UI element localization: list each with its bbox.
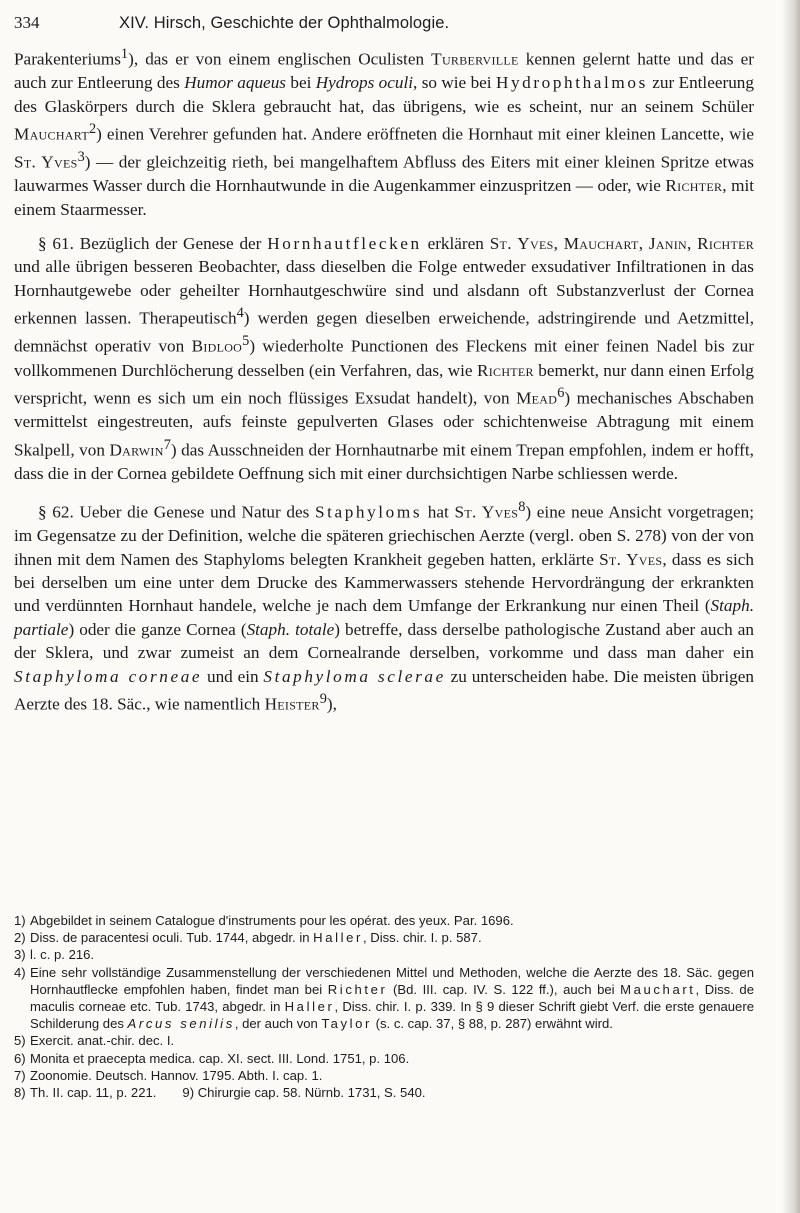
text-span: erklären (421, 234, 490, 254)
text-span: kennen gelernt hatte und das er auch zur Entleerung des (14, 49, 754, 93)
footnote-text: , Diss. de maculis corneae etc. Tub. 1743, abgedr. in (30, 981, 754, 1015)
spaced-term: Hydrophthalmos (495, 73, 648, 93)
text-span: , (638, 234, 649, 254)
latin-term: Hydrops oculi (315, 73, 414, 93)
text-span: , so wie bei (413, 73, 496, 93)
text-span: , (553, 234, 564, 254)
text-span: , dass es sich bei derselben um eine unter dem Drucke des Kammerwassers stehende Hervordrängung der erkrankten und verdünnten Hornhaut handele, welche je nach dem Umfange der Erkrankung nur einen Theil ( (14, 549, 754, 616)
latin-term: Staphyloma corneae (14, 666, 203, 686)
text-span: ), das er von einem englischen Oculisten (128, 49, 432, 69)
footnote-6 (14, 1050, 754, 1067)
latin-term: Staph. partiale (14, 596, 754, 639)
text-span: , (687, 234, 698, 254)
person-name: Taylor (321, 1016, 372, 1032)
footnote-ref: 3 (77, 149, 85, 166)
footnote-1 (14, 912, 754, 929)
text-span: ) das Ausschneiden der Hornhautnarbe mit einem Trepan empfohlen, indem er hofft, dass die in der Cornea gebildete Oeffnung sich mit einer durchsichtigen Narbe schliessen werde. (14, 440, 754, 483)
footnote-number: 3) (14, 947, 26, 963)
main-text (14, 43, 754, 716)
text-span: § 61. Bezüglich der Genese der (38, 234, 268, 254)
text-span: bei (285, 73, 316, 93)
person-name: Mead (516, 388, 558, 408)
spaced-term: Hornhautflecken (267, 234, 422, 254)
footnote-number: 1) (14, 913, 26, 928)
footnote-text: Eine sehr vollständige Zusammenstellung der verschiedenen Mittel und Methoden, welche die Aerzte des 18. Säc. gegen Hornhautflecke empfohlen haben, findet man bei (30, 964, 754, 997)
person-name: Richter (327, 981, 388, 997)
footnote-7 (14, 1067, 754, 1084)
person-name: Mauchart (14, 124, 89, 144)
footnote-8-and-9 (14, 1084, 754, 1101)
footnote-number: 5) (14, 1033, 26, 1049)
footnote-number: 9) (182, 1085, 195, 1101)
footnote-ref: 8 (518, 499, 526, 516)
footnote-text: (Bd. III. cap. IV. S. 122 ff.), auch bei (387, 981, 621, 997)
person-name: St. Yves (14, 152, 78, 172)
text-span: ), (326, 694, 337, 714)
text-span: ) einen Verehrer gefunden hat. Andere eröffneten die Hornhaut mit einer kleinen Lancette, wie (96, 124, 754, 144)
paragraph-section-61 (14, 232, 754, 485)
footnote-text: , der auch von (234, 1016, 322, 1032)
footnote-ref: 9 (319, 691, 327, 708)
person-name: Darwin (109, 440, 164, 460)
footnote-ref: 5 (242, 333, 250, 350)
paragraph-1 (14, 43, 754, 221)
footnote-5 (14, 1032, 754, 1049)
person-name: Turberville (431, 49, 519, 69)
text-span: ) oder die ganze Cornea ( (68, 619, 247, 639)
footnote-text: , Diss. chir. I. p. 339. In § 9 dieser Schrift giebt Verf. die erste genauere Schilderung des (30, 999, 754, 1032)
page-edge-shadow (782, 0, 800, 1213)
text-span: und alle übrigen besseren Beobachter, dass dieselben die Folge entweder exsudativer Infiltrationen in das Hornhautgewebe oder geheilter Hornhautgeschwüre sind und alsdann oft Substanzverlust der Cornea erkennen lassen. Therapeutisch (14, 257, 754, 328)
page-number: 334 (14, 13, 40, 32)
footnote-text: Diss. de paracentesi oculi. Tub. 1744, abgedr. in (30, 930, 314, 946)
text-span: Parakenteriums (14, 49, 121, 69)
person-name: St. Yves (489, 234, 554, 254)
text-span: ) — der gleichzeitig rieth, bei mangelhaftem Abfluss des Eiters mit einer kleinen Spritze etwas lauwarmes Wasser durch die Hornhautwunde in die Augenkammer einzuspritzen — oder, wie (14, 152, 754, 196)
text-span: zu unterscheiden habe. Die meisten übrigen Aerzte des 18. Säc., wie namentlich (14, 666, 754, 714)
footnote-3 (14, 946, 754, 963)
person-name: St. Yves (599, 549, 663, 569)
footnote-ref: 6 (557, 384, 565, 401)
person-name: Haller (284, 999, 335, 1015)
person-name: Haller (313, 930, 363, 946)
page-header (14, 8, 754, 38)
footnote-ref: 1 (120, 46, 129, 62)
footnote-text: Th. II. cap. 11, p. 221. (30, 1085, 157, 1101)
footnote-ref: 7 (163, 436, 171, 453)
footnote-text: Exercit. anat.-chir. dec. I. (30, 1033, 175, 1049)
footnotes (14, 912, 754, 1101)
text-span: bemerkt, nur dann einen Erfolg verspricht, wenn es sich um ein noch flüssiges Exsudat handelt), von (14, 360, 754, 408)
text-span: , mit einem Staarmesser. (14, 176, 755, 219)
text-span: ) eine neue Ansicht vorgetragen; im Gegensatze zu der Definition, welche die späteren griechischen Aerzte (vergl. oben S. 278) von der von ihnen mit dem Namen des Staphyloms belegten Krankheit gegeben hatten, erklärte (14, 502, 754, 569)
text-span: ) betreffe, dass derselbe pathologische Zustand aber auch an der Sklera, und zwar zumeist an dem Cornealrande derselben, vorkomme und dass man daher ein (14, 619, 755, 663)
footnote-text: Monita et praecepta medica. cap. XI. sect. III. Lond. 1751, p. 106. (30, 1050, 410, 1066)
footnote-number: 2) (14, 930, 26, 946)
footnote-text: Chirurgie cap. 58. Nürnb. 1731, S. 540. (197, 1085, 426, 1101)
person-name: Janin (648, 234, 688, 254)
footnote-number: 7) (14, 1067, 26, 1083)
latin-term: Staphyloma sclerae (263, 666, 446, 686)
footnote-2 (14, 929, 754, 946)
person-name: Mauchart (620, 981, 696, 997)
footnote-text: , Diss. chir. I. p. 587. (362, 930, 482, 946)
footnote-text: l. c. p. 216. (30, 947, 95, 963)
latin-term: Staph. totale (246, 619, 335, 639)
text-span: und ein (202, 666, 264, 686)
person-name: St. Yves (454, 502, 519, 522)
text-span: § 62. Ueber die Genese und Natur des (38, 502, 315, 522)
spaced-term: Staphyloms (314, 502, 423, 522)
footnote-number: 8) (14, 1085, 26, 1101)
text-span: ) mechanisches Abschaben vermittelst eingestreuten, aufs feinste gepulverten Glases oder schichtenweise Abtragung mit einem Skalpell, von (14, 388, 754, 460)
person-name: Mauchart (563, 234, 639, 254)
footnote-9 (182, 1085, 425, 1100)
footnote-ref: 4 (236, 305, 244, 322)
footnote-number: 6) (14, 1050, 26, 1066)
latin-term: Humor aqueus (184, 73, 286, 93)
paragraph-section-62 (14, 496, 754, 716)
text-span: zur Entleerung des Glaskörpers durch die Sklera gebraucht hat, das übrigens, wie es scheint, nur an seinem Schüler (14, 73, 754, 116)
footnote-number: 4) (14, 964, 26, 980)
person-name: Richter (665, 176, 723, 196)
footnote-text: Zoonomie. Deutsch. Hannov. 1795. Abth. I. cap. 1. (30, 1067, 323, 1083)
text-span: ) wiederholte Punctionen des Fleckens mit einer feinen Nadel bis zur vollkommenen Durchlöcherung desselben (ein Verfahren, das, wie (14, 337, 754, 380)
footnote-text: (s. c. cap. 37, § 88, p. 287) erwähnt wird. (372, 1016, 613, 1032)
person-name: Richter (697, 234, 755, 254)
footnote-4 (14, 964, 754, 1033)
person-name: Heister (264, 694, 320, 714)
footnote-text: Abgebildet in seinem Catalogue d'instruments pour les opérat. des yeux. Par. 1696. (30, 913, 514, 928)
running-title: XIV. Hirsch, Geschichte der Ophthalmologie. (119, 14, 450, 32)
text-span: ) werden gegen dieselben erweichende, adstringirende und Aetzmittel, demnächst operativ von (14, 309, 754, 357)
text-span: hat (422, 502, 455, 522)
latin-term: Arcus senilis (127, 1016, 235, 1032)
footnote-ref: 2 (88, 120, 97, 137)
person-name: Bidloo (191, 337, 243, 357)
person-name: Richter (476, 360, 534, 380)
